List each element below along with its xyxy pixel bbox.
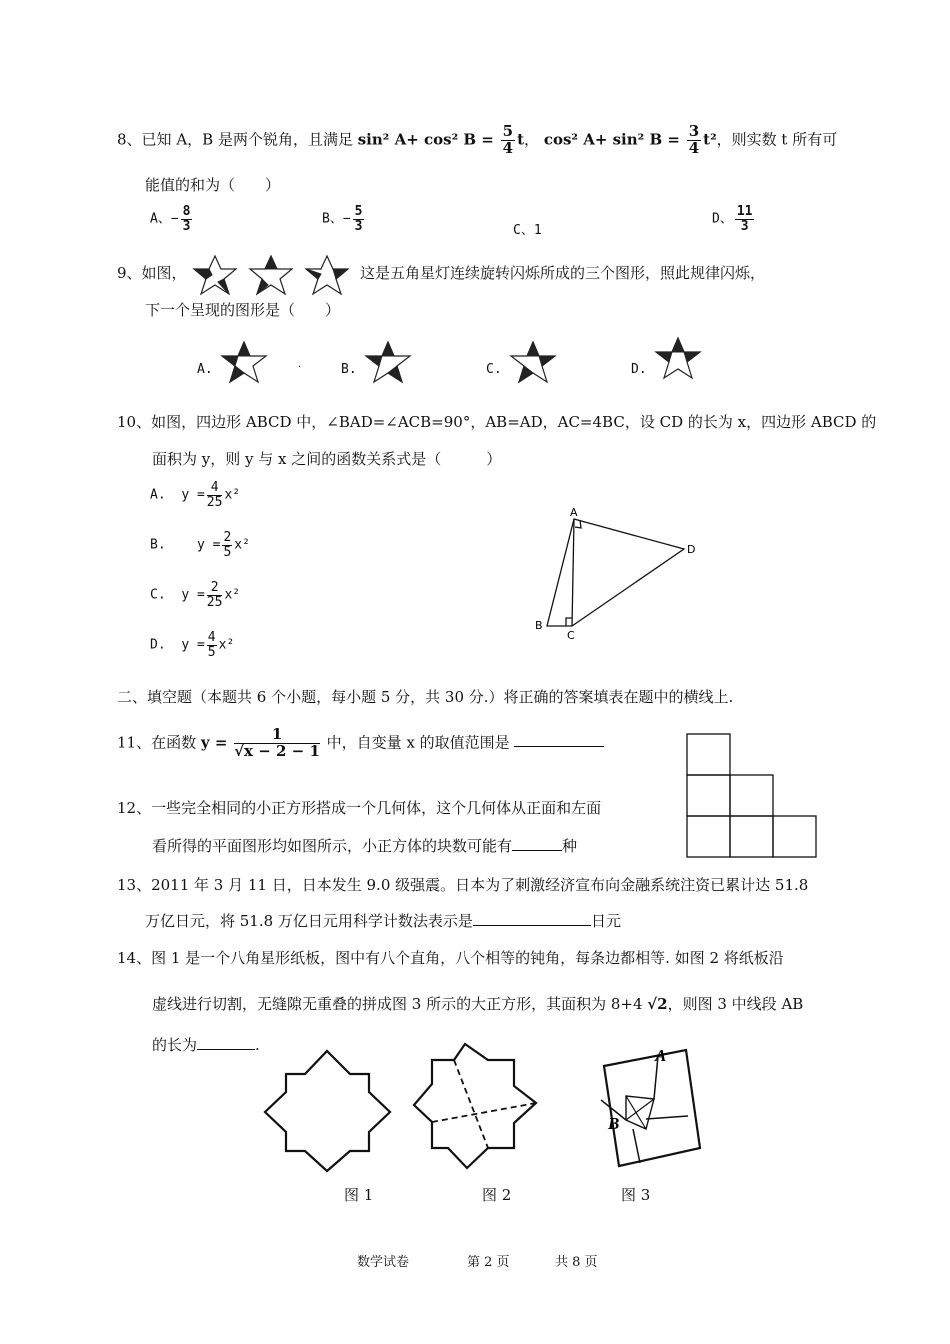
star-icon [194,256,236,294]
q10-label-a: A [570,506,578,519]
q10-quadrilateral-figure [525,502,705,644]
q11-answer-blank[interactable] [514,732,604,747]
q9-text: 这是五角星灯连续旋转闪烁所成的三个图形，照此规律闪烁， [360,264,766,282]
footer-subject: 数学试卷 [357,1255,410,1270]
q14-line2: 虚线进行切割，无缝隙无重叠的拼成图 3 所示的大正方形，其面积为 8+4 √2，则图 3 中线段 AB [152,995,804,1013]
q9-option-c-label[interactable]: C. [486,362,502,377]
q9-option-a-label[interactable]: A. [197,362,213,377]
q9-line2: 下一个呈现的图形是（ ） [145,301,341,319]
q14-fig1-octagram [262,1049,392,1173]
q10-label-d: D [687,543,696,556]
q14-caption-fig2: 图 2 [482,1186,512,1204]
q9-option-d-label[interactable]: D. [631,362,647,377]
star-icon [250,256,292,294]
q8-eq1-left: sin² A+ cos² B = [357,130,494,149]
q8-line1 [117,124,837,157]
q9-option-a-star-icon[interactable] [216,338,272,386]
q14-fig3-square [588,1044,708,1170]
q8-eq1-var: t [517,130,525,149]
q10-line2: 面积为 y，则 y 与 x 之间的函数关系式是（ ） [152,450,502,468]
q10-option-c[interactable]: C. y = $\frac{2}{25}$ x² [150,580,241,610]
q9-option-d-star-icon[interactable] [650,334,706,382]
q14-line1: 14、图 1 是一个八角星形纸板，图中有八个直角，八个相等的钝角，每条边都相等. 如图 2 将纸板沿 [117,949,784,967]
q9-option-c-star-icon[interactable] [505,338,561,386]
section2-heading: 二、填空题（本题共 6 个小题，每小题 5 分，共 30 分.）将正确的答案填表在题中的横线上. [117,688,734,706]
q8-eq2-left: cos² A+ sin² B = [543,130,680,149]
q9-dot: · [298,362,302,373]
q9-option-b-star-icon[interactable] [360,338,416,386]
q14-fig3-label-a: A [655,1046,667,1065]
q8-comma: ， [524,130,540,149]
q10-label-c: C [567,629,575,642]
footer-page: 第 2 页 [467,1255,510,1270]
q10-option-b[interactable]: B. y = $\frac{2}{5}$ x² [150,530,250,560]
q10-option-a[interactable]: A. y = $\frac{4}{25}$ x² [150,480,241,510]
footer-total: 共 8 页 [555,1255,598,1270]
q14-fig3-label-b: B [608,1114,620,1133]
q8-option-a[interactable]: A、− $\frac{8}{3}$ [150,204,191,234]
q8-line2: 能值的和为（ ） [145,176,281,194]
q13-answer-blank[interactable] [473,911,591,926]
q8-eq1-fraction: $\frac{5}{4}$ [502,122,514,157]
q14-caption-fig3: 图 3 [621,1186,651,1204]
q12-block-view-figure [686,733,820,859]
q12-line2: 看所得的平面图形均如图所示，小正方体的块数可能有 种 [152,837,578,855]
q10-line1: 10、如图，四边形 ABCD 中，∠BAD=∠ACB=90°，AB=AD，AC=4BC，设 CD 的长为 x，四边形 ABCD 的 [117,413,877,431]
q12-answer-blank[interactable] [512,836,562,851]
q11-fraction: $\frac{1}{√x - 2 - 1}$ [234,725,320,760]
q13-line1: 13、2011 年 3 月 11 日，日本发生 9.0 级强震。日本为了刺激经济宣布向金融系统注资已累计达 51.8 [117,876,809,894]
q9-number-lead: 9、如图， [117,264,187,282]
q10-label-b: B [535,619,543,632]
q12-line1: 12、一些完全相同的小正方形搭成一个几何体，这个几何体从正面和左面 [117,799,602,817]
q8-number: 8、 [117,130,142,149]
q8-tail: ，则实数 t 所有可 [716,130,838,149]
q8-eq2-fraction: $\frac{3}{4}$ [688,122,700,157]
star-icon [306,256,348,294]
q9-option-b-label[interactable]: B. [341,362,357,377]
q11-line: 11、在函数 y = $\frac{1}{√x - 2 - 1}$ 中，自变量 x 的取值范围是 [117,727,604,760]
q13-line2: 万亿日元，将 51.8 万亿日元用科学计数法表示是 日元 [145,912,621,930]
q8-option-c[interactable]: C、1 [513,223,542,238]
q14-line3: 的长为 . [152,1036,260,1054]
q14-answer-blank[interactable] [197,1035,255,1050]
q9-star-sequence [188,252,358,298]
q8-option-d[interactable]: D、 $\frac{11}{3}$ [712,204,753,234]
q8-option-b[interactable]: B、− $\frac{5}{3}$ [322,204,363,234]
q14-caption-fig1: 图 1 [344,1186,374,1204]
q8-eq2-var: t² [703,130,717,149]
q14-fig2-octagram-cut [410,1042,540,1170]
q10-option-d[interactable]: D. y = $\frac{4}{5}$ x² [150,630,235,660]
q8-lead: 已知 A，B 是两个锐角，且满足 [141,130,353,149]
